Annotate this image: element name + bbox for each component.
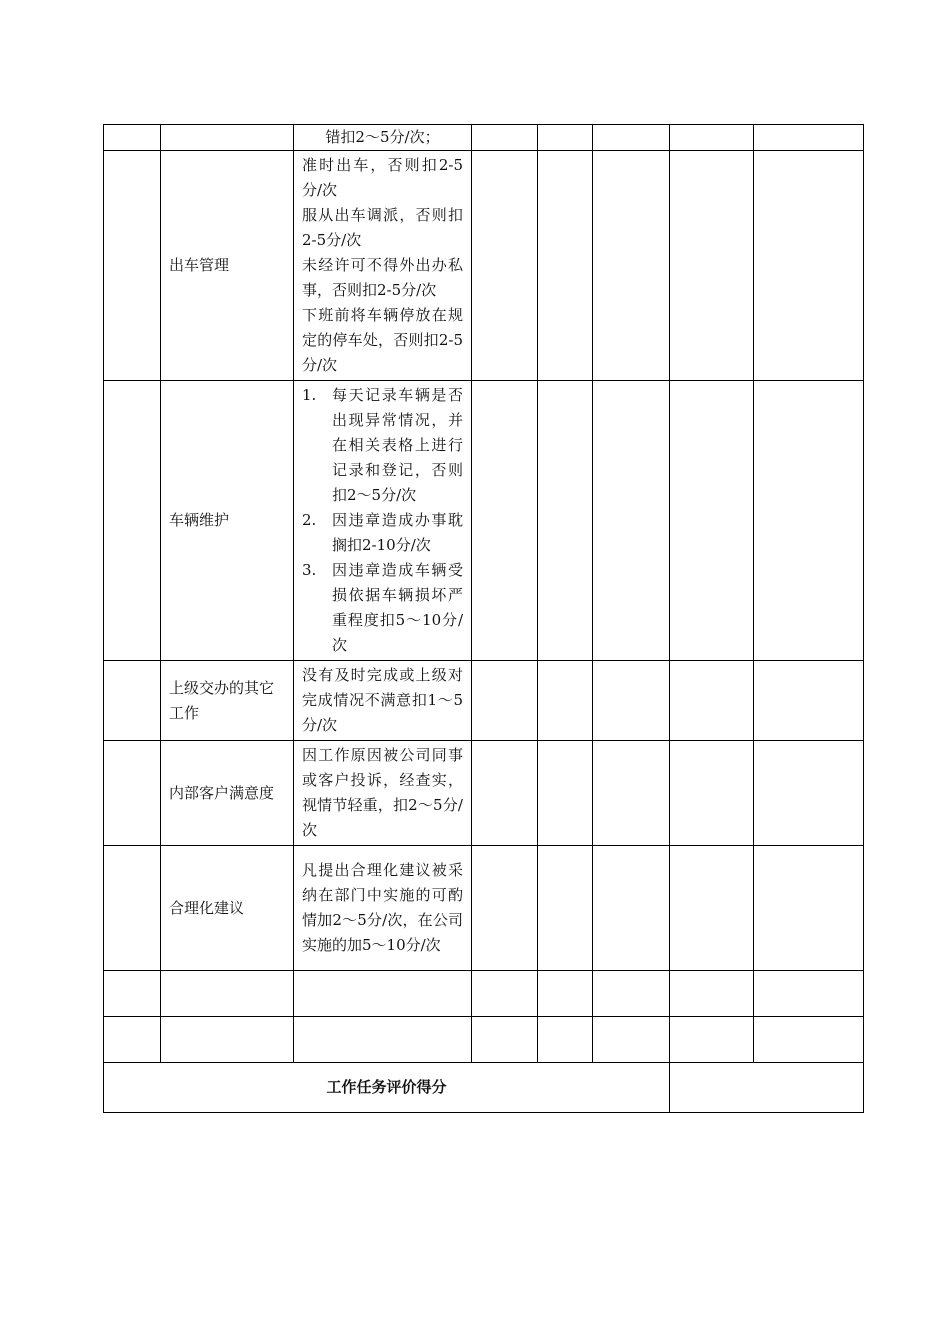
cell-standard [294,381,472,661]
cell-index [104,381,161,661]
cell-blank [754,151,864,381]
cell-standard [294,151,472,381]
cell-blank [593,1017,670,1063]
table-row-suggestion [104,846,864,971]
standard-line: 服从出车调派，否则扣2-5分/次 [302,206,463,249]
cell-blank [593,741,670,846]
table-row-total [104,1063,864,1113]
cell-blank [754,661,864,741]
cell-blank [593,125,670,151]
table-row-other-work [104,661,864,741]
list-text: 因违章造成车辆受损依据车辆损坏严重程度扣5～10分/次 [332,561,463,654]
cell-blank [754,741,864,846]
cell-standard: 错扣2～5分/次； [294,125,472,151]
cell-item: 内部客户满意度 [161,741,294,846]
table-row-empty [104,971,864,1017]
cell-blank [754,1017,864,1063]
cell-blank [104,971,161,1017]
cell-blank [670,741,754,846]
table-row-empty [104,1017,864,1063]
cell-blank [472,381,538,661]
cell-blank [538,846,593,971]
cell-blank [538,1017,593,1063]
table-row-maintenance [104,381,864,661]
cell-blank [670,1017,754,1063]
cell-blank [472,661,538,741]
list-number: 3. [302,561,317,579]
cell-blank [472,971,538,1017]
cell-blank [670,125,754,151]
cell-blank [593,151,670,381]
cell-blank [538,741,593,846]
cell-blank [472,741,538,846]
cell-blank [472,125,538,151]
cell-blank [538,125,593,151]
cell-blank [593,381,670,661]
standard-list [302,383,463,658]
table-row-dispatch [104,151,864,381]
cell-blank [754,381,864,661]
cell-blank [754,125,864,151]
cell-blank [670,381,754,661]
standard-text: 没有及时完成或上级对完成情况不满意扣1～5分/次 [302,666,463,734]
cell-standard [294,661,472,741]
cell-blank [472,846,538,971]
cell-blank [538,381,593,661]
cell-blank [472,151,538,381]
cell-index [104,125,161,151]
cell-item: 合理化建议 [161,846,294,971]
list-number: 1. [302,386,317,404]
cell-blank [538,971,593,1017]
cell-item: 出车管理 [161,151,294,381]
table-row-satisfaction [104,741,864,846]
cell-index [104,151,161,381]
total-label: 工作任务评价得分 [104,1063,670,1113]
cell-blank [294,1017,472,1063]
cell-index [104,846,161,971]
table-row-continued [104,125,864,151]
cell-blank [754,971,864,1017]
cell-blank [538,151,593,381]
cell-item [161,125,294,151]
cell-blank [593,846,670,971]
list-item [302,508,463,558]
standard-line: 下班前将车辆停放在规定的停车处，否则扣2-5分/次 [302,306,463,374]
cell-index [104,661,161,741]
cell-index [104,741,161,846]
cell-blank [754,846,864,971]
cell-blank [472,1017,538,1063]
list-text: 每天记录车辆是否出现异常情况，并在相关表格上进行记录和登记，否则扣2～5分/次 [332,386,463,504]
list-item [302,558,463,658]
cell-item: 车辆维护 [161,381,294,661]
list-number: 2. [302,511,317,529]
cell-blank [593,971,670,1017]
standard-line: 准时出车，否则扣2-5分/次 [302,156,463,199]
evaluation-table [103,124,864,1113]
list-text: 因违章造成办事耽搁扣2-10分/次 [332,511,463,554]
standard-line: 未经许可不得外出办私事，否则扣2-5分/次 [302,256,463,299]
cell-blank [294,971,472,1017]
cell-blank [161,1017,294,1063]
cell-blank [670,971,754,1017]
cell-blank [538,661,593,741]
cell-blank [670,151,754,381]
cell-item: 上级交办的其它工作 [161,661,294,741]
cell-blank [593,661,670,741]
list-item [302,383,463,508]
standard-text: 因工作原因被公司同事或客户投诉，经查实，视情节轻重，扣2～5分/次 [302,746,463,839]
cell-blank [670,846,754,971]
cell-standard [294,846,472,971]
cell-blank [104,1017,161,1063]
cell-blank [161,971,294,1017]
cell-blank [670,661,754,741]
standard-text: 凡提出合理化建议被采纳在部门中实施的可酌情加2～5分/次，在公司实施的加5～10分/次 [302,861,463,954]
total-score-cell [670,1063,864,1113]
cell-standard [294,741,472,846]
